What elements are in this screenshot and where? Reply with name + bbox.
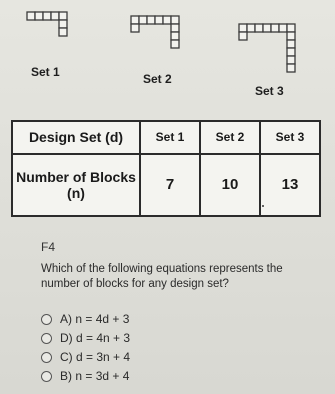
table-row <box>12 121 320 154</box>
option-equation: n = 3d + 4 <box>75 369 130 383</box>
set-2-block-figure <box>130 14 186 72</box>
answer-option-a[interactable] <box>41 312 129 326</box>
answer-option-c[interactable] <box>41 350 130 364</box>
set-2-label: Set 2 <box>143 72 172 86</box>
radio-button[interactable] <box>41 371 52 382</box>
stray-mark <box>262 205 264 207</box>
table-cell: 7 <box>140 154 200 216</box>
table-row <box>12 154 320 216</box>
set-3-block-figure <box>238 22 300 82</box>
answer-option-d[interactable] <box>41 331 130 345</box>
design-set-table <box>11 120 321 217</box>
set-1-block-figure <box>26 10 72 54</box>
radio-button[interactable] <box>41 352 52 363</box>
table-cell: Set 3 <box>260 121 320 154</box>
radio-button[interactable] <box>41 314 52 325</box>
option-equation: d = 3n + 4 <box>76 350 131 364</box>
table-cell: Set 2 <box>200 121 260 154</box>
table-header-number-of-blocks: Number of Blocks (n) <box>12 154 140 216</box>
option-letter: B) <box>60 369 72 383</box>
answer-option-b[interactable] <box>41 369 129 383</box>
table-header-design-set: Design Set (d) <box>12 121 140 154</box>
option-letter: D) <box>60 331 73 345</box>
question-prompt: Which of the following equations represents the number of blocks for any design set? <box>41 263 283 290</box>
option-equation: n = 4d + 3 <box>75 312 130 326</box>
set-3-label: Set 3 <box>255 84 284 98</box>
set-1-label: Set 1 <box>31 65 60 79</box>
option-letter: A) <box>60 312 72 326</box>
table-cell: 13 <box>260 154 320 216</box>
option-letter: C) <box>60 350 73 364</box>
radio-button[interactable] <box>41 333 52 344</box>
table-cell: Set 1 <box>140 121 200 154</box>
table-cell: 10 <box>200 154 260 216</box>
option-equation: d = 4n + 3 <box>76 331 131 345</box>
question-id: F4 <box>41 240 56 254</box>
